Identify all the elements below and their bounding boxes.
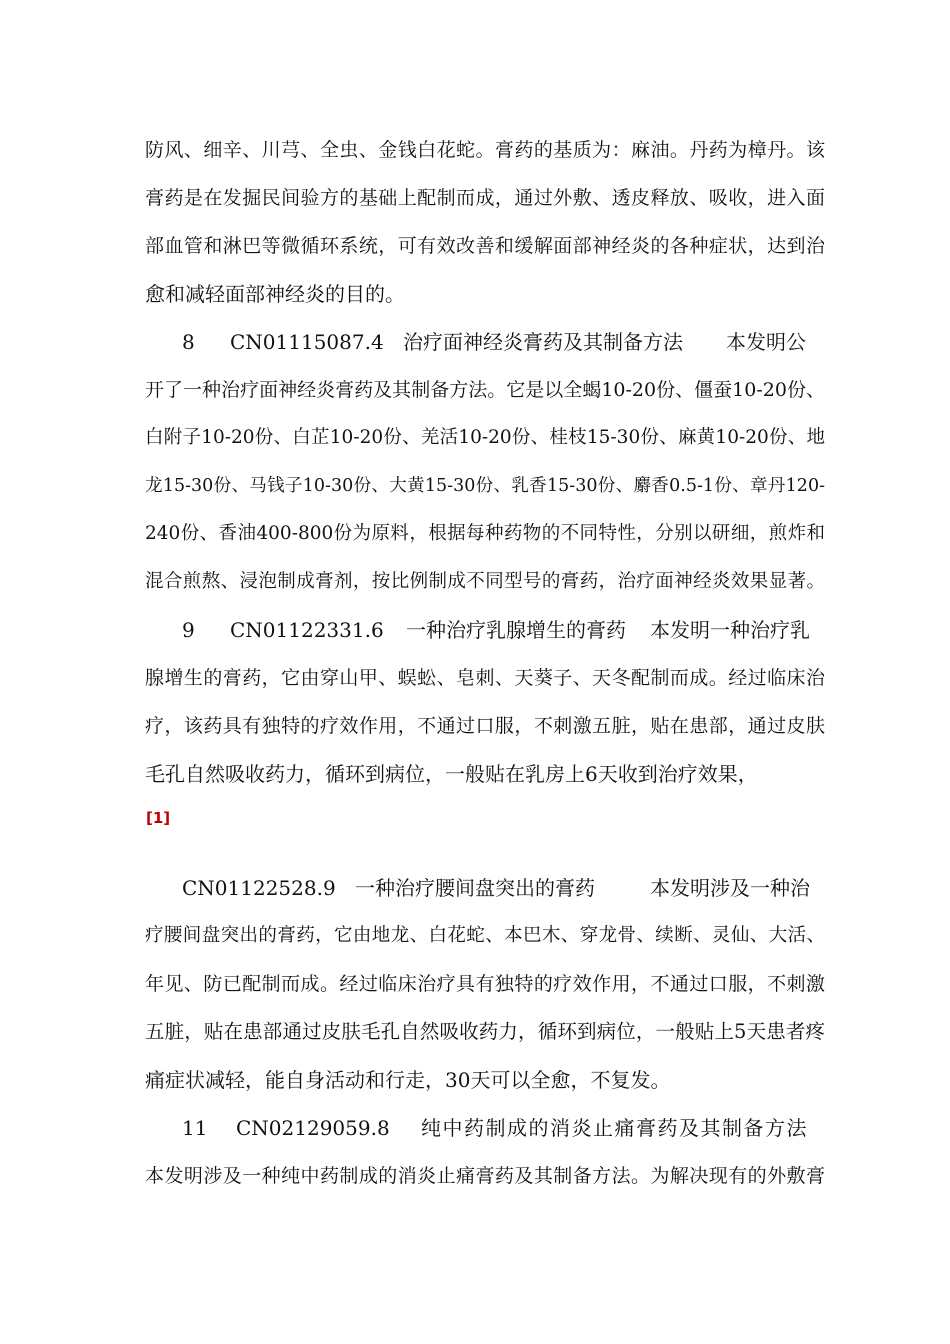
text-line: 疗，该药具有独特的疗效作用，不通过口服，不刺激五脏，贴在患部，通过皮肤 — [145, 715, 825, 737]
text-line: 防风、细辛、川芎、全虫、金钱白花蛇。膏药的基质为：麻油。丹药为樟丹。该 — [145, 139, 825, 161]
patent-entry-header — [0, 1111, 950, 1145]
text-line: 开了一种治疗面神经炎膏药及其制备方法。它是以全蝎10-20份、僵蚕10-20份、 — [145, 379, 825, 401]
patent-number: CN01122331.6 — [230, 618, 384, 642]
text-line: 年见、防已配制而成。经过临床治疗具有独特的疗效作用，不通过口服，不刺激 — [145, 973, 825, 995]
entry-number: 9 — [182, 618, 195, 642]
patent-title: 纯中药制成的消炎止痛膏药及其制备方法 — [421, 1116, 808, 1140]
abstract-lead: 本发明涉及一种治 — [650, 876, 810, 900]
patent-number: CN02129059.8 — [236, 1116, 390, 1140]
patent-title: 一种治疗腰间盘突出的膏药 — [355, 876, 595, 900]
text-line: 五脏，贴在患部通过皮肤毛孔自然吸收药力，循环到病位，一般贴上5天患者疼 — [145, 1020, 825, 1043]
text-line: 愈和减轻面部神经炎的目的。 — [145, 282, 405, 306]
text-line: 龙15-30份、马钱子10-30份、大黄15-30份、乳香15-30份、麝香0.5-1份、章丹120- — [145, 476, 825, 496]
abstract-lead: 本发明一种治疗乳 — [650, 618, 810, 642]
abstract-lead: 本发明公 — [726, 330, 806, 354]
patent-entry-header — [0, 325, 950, 359]
text-line: 部血管和淋巴等微循环系统，可有效改善和缓解面部神经炎的各种症状，达到治 — [145, 235, 825, 257]
patent-number: CN01122528.9 — [182, 876, 336, 900]
patent-title: 治疗面神经炎膏药及其制备方法 — [403, 330, 683, 354]
text-line: 240份、香油400-800份为原料，根据每种药物的不同特性，分别以研细，煎炸和 — [145, 523, 825, 544]
text-line: 混合煎熬、浸泡制成膏剂，按比例制成不同型号的膏药，治疗面神经炎效果显著。 — [145, 571, 825, 592]
patent-entry-header — [0, 613, 950, 647]
text-line: 膏药是在发掘民间验方的基础上配制而成，通过外敷、透皮释放、吸收，进入面 — [145, 187, 825, 209]
entry-number: 8 — [182, 330, 195, 354]
entry-number: 11 — [182, 1116, 208, 1140]
text-line: 毛孔自然吸收药力，循环到病位，一般贴在乳房上6天收到治疗效果， — [145, 762, 758, 786]
text-line: 疗腰间盘突出的膏药，它由地龙、白花蛇、本巴木、穿龙骨、续断、灵仙、大活、 — [145, 925, 825, 946]
text-line: 白附子10-20份、白芷10-20份、羌活10-20份、桂枝15-30份、麻黄10-20份、地 — [145, 427, 825, 448]
patent-number: CN01115087.4 — [230, 330, 384, 354]
patent-entry-header — [0, 871, 950, 905]
reference-link[interactable]: [1] — [146, 809, 171, 827]
text-line: 痛症状减轻，能自身活动和行走，30天可以全愈，不复发。 — [145, 1068, 671, 1092]
patent-title: 一种治疗乳腺增生的膏药 — [406, 618, 626, 642]
text-line: 腺增生的膏药，它由穿山甲、蜈蚣、皂刺、天葵子、天冬配制而成。经过临床治 — [145, 667, 825, 689]
text-line: 本发明涉及一种纯中药制成的消炎止痛膏药及其制备方法。为解决现有的外敷膏 — [145, 1165, 825, 1187]
